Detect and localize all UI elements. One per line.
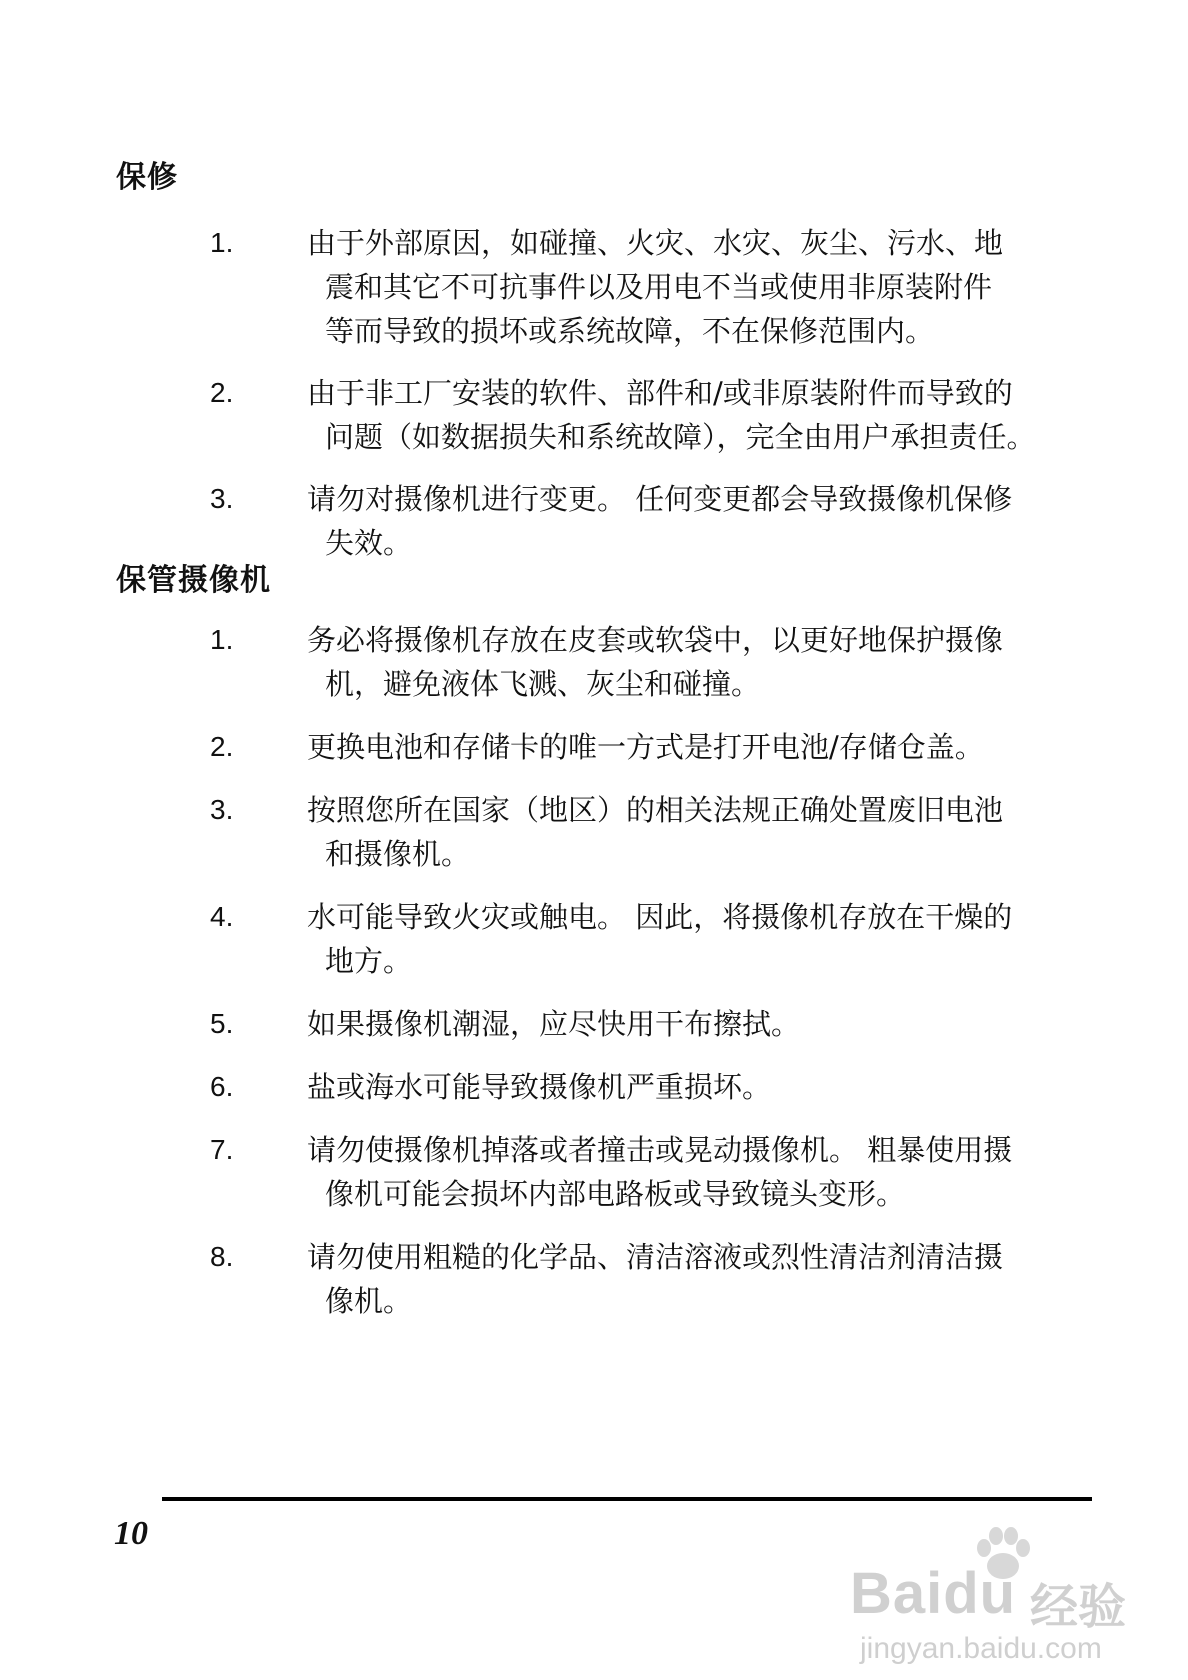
item-text xyxy=(307,1128,1085,1216)
item-number: 3. xyxy=(210,794,234,825)
item-line: 地方。 xyxy=(325,944,413,978)
watermark-url: jingyan.baidu.com xyxy=(860,1632,1102,1665)
item-number: 4. xyxy=(210,901,234,932)
item-line: 请勿使用粗糙的化学品、清洁溶液或烈性清洁剂清洁摄 xyxy=(307,1240,1004,1274)
item-number: 1. xyxy=(210,227,234,258)
item-line: 问题（如数据损失和系统故障），完全由用户承担责任。 xyxy=(325,420,1036,454)
item-line: 水可能导致火灾或触电。 因此，将摄像机存放在干燥的 xyxy=(307,900,1013,934)
item-text xyxy=(307,221,1085,353)
item-text xyxy=(307,371,1085,459)
list-item xyxy=(0,1235,1188,1323)
page-number: 10 xyxy=(114,1515,148,1552)
watermark-brand: Baidu xyxy=(850,1561,1017,1626)
list-item xyxy=(0,618,1188,706)
list-item xyxy=(0,371,1188,459)
item-number: 2. xyxy=(210,377,234,408)
item-text xyxy=(307,618,1085,706)
section-heading-warranty: 保修 xyxy=(116,160,178,195)
item-line: 如果摄像机潮湿，应尽快用干布擦拭。 xyxy=(307,1007,801,1041)
item-text xyxy=(307,725,1085,769)
list-item xyxy=(0,788,1188,876)
item-text xyxy=(307,1235,1085,1323)
item-number: 7. xyxy=(210,1134,234,1165)
item-line: 和摄像机。 xyxy=(325,837,471,871)
list-item xyxy=(0,221,1188,353)
list-item xyxy=(0,1128,1188,1216)
watermark-brand-cn: 经验 xyxy=(1030,1579,1127,1635)
item-line: 请勿对摄像机进行变更。 任何变更都会导致摄像机保修 xyxy=(307,482,1013,516)
item-number: 8. xyxy=(210,1241,234,1272)
item-line: 像机可能会损坏内部电路板或导致镜头变形。 xyxy=(325,1177,906,1211)
item-line: 更换电池和存储卡的唯一方式是打开电池/存储仓盖。 xyxy=(307,730,984,764)
section-heading-camera-care: 保管摄像机 xyxy=(116,563,271,598)
camera-care-list xyxy=(0,618,1188,1323)
item-line: 机，避免液体飞溅、灰尘和碰撞。 xyxy=(325,667,761,701)
item-number: 6. xyxy=(210,1071,234,1102)
item-line: 震和其它不可抗事件以及用电不当或使用非原装附件 xyxy=(325,270,993,304)
item-line: 盐或海水可能导致摄像机严重损坏。 xyxy=(307,1070,772,1104)
footer-divider xyxy=(162,1497,1092,1501)
item-line: 按照您所在国家（地区）的相关法规正确处置废旧电池 xyxy=(307,793,1004,827)
item-line: 失效。 xyxy=(325,526,413,560)
item-line: 等而导致的损坏或系统故障，不在保修范围内。 xyxy=(325,314,935,348)
baidu-watermark xyxy=(840,1520,1140,1670)
item-text xyxy=(307,477,1085,565)
item-number: 2. xyxy=(210,731,234,762)
list-item xyxy=(0,1002,1188,1046)
list-item xyxy=(0,725,1188,769)
item-line: 请勿使摄像机掉落或者撞击或晃动摄像机。 粗暴使用摄 xyxy=(307,1133,1013,1167)
item-text xyxy=(307,1065,1085,1109)
warranty-list xyxy=(0,221,1188,565)
list-item xyxy=(0,477,1188,565)
item-number: 5. xyxy=(210,1008,234,1039)
item-number: 1. xyxy=(210,624,234,655)
item-text xyxy=(307,895,1085,983)
item-line: 由于非工厂安装的软件、部件和/或非原装附件而导致的 xyxy=(307,376,1013,410)
list-item xyxy=(0,1065,1188,1109)
item-text xyxy=(307,788,1085,876)
item-line: 务必将摄像机存放在皮套或软袋中，以更好地保护摄像 xyxy=(307,623,1004,657)
item-text xyxy=(307,1002,1085,1046)
item-line: 由于外部原因，如碰撞、火灾、水灾、灰尘、污水、地 xyxy=(307,226,1004,260)
item-line: 像机。 xyxy=(325,1284,413,1318)
item-number: 3. xyxy=(210,483,234,514)
list-item xyxy=(0,895,1188,983)
